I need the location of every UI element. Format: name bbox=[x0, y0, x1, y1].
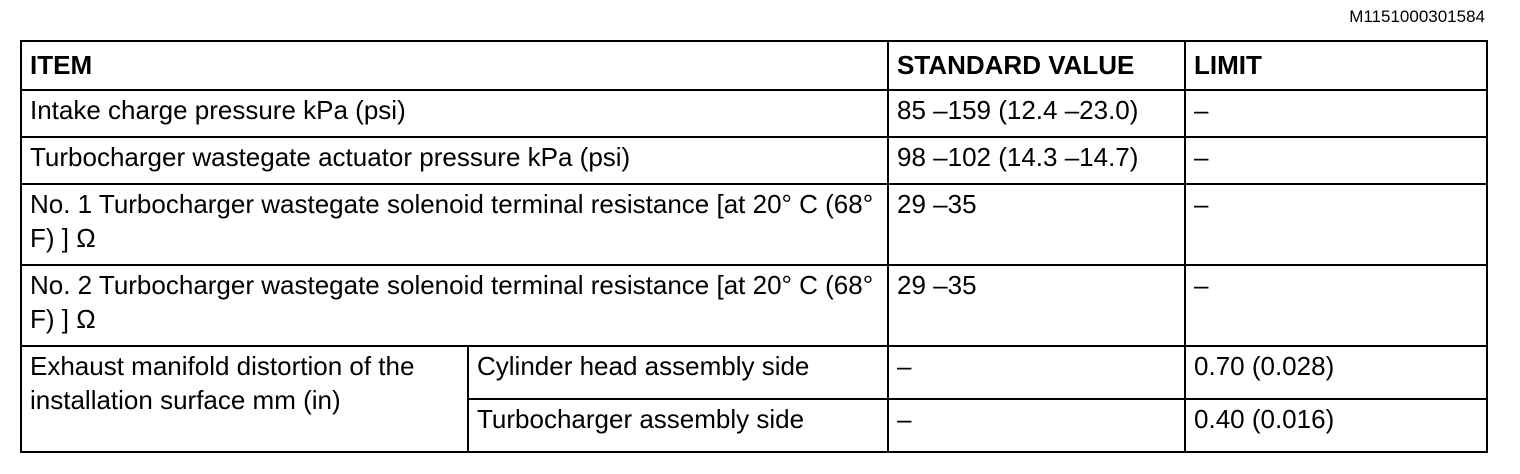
sub-item-cell: Cylinder head assembly side bbox=[468, 346, 888, 399]
item-cell: Turbocharger wastegate actuator pressure kPa (psi) bbox=[21, 137, 888, 184]
document-id: M1151000301584 bbox=[1349, 7, 1485, 26]
standard-value-cell: 29 –35 bbox=[888, 184, 1185, 265]
limit-cell: – bbox=[1185, 90, 1487, 137]
header-item: ITEM bbox=[21, 41, 888, 90]
exhaust-item-cell: Exhaust manifold distortion of the installation surface mm (in) bbox=[21, 346, 468, 452]
standard-value-cell: 85 –159 (12.4 –23.0) bbox=[888, 90, 1185, 137]
limit-cell: – bbox=[1185, 184, 1487, 265]
limit-cell: – bbox=[1185, 137, 1487, 184]
table-row bbox=[21, 184, 1487, 265]
standard-value-cell: 98 –102 (14.3 –14.7) bbox=[888, 137, 1185, 184]
table-row bbox=[21, 137, 1487, 184]
table-row bbox=[21, 346, 1487, 399]
item-cell: No. 1 Turbocharger wastegate solenoid terminal resistance [at 20° C (68° F) ] Ω bbox=[21, 184, 888, 265]
standard-value-cell: 29 –35 bbox=[888, 265, 1185, 346]
standard-value-cell: – bbox=[888, 399, 1185, 452]
table-row bbox=[21, 90, 1487, 137]
limit-cell: – bbox=[1185, 265, 1487, 346]
item-cell: Intake charge pressure kPa (psi) bbox=[21, 90, 888, 137]
item-cell: No. 2 Turbocharger wastegate solenoid terminal resistance [at 20° C (68° F) ] Ω bbox=[21, 265, 888, 346]
table-row bbox=[21, 265, 1487, 346]
limit-cell: 0.40 (0.016) bbox=[1185, 399, 1487, 452]
table-header-row bbox=[21, 41, 1487, 90]
specification-table bbox=[20, 40, 1488, 453]
header-standard-value: STANDARD VALUE bbox=[888, 41, 1185, 90]
limit-cell: 0.70 (0.028) bbox=[1185, 346, 1487, 399]
standard-value-cell: – bbox=[888, 346, 1185, 399]
header-limit: LIMIT bbox=[1185, 41, 1487, 90]
sub-item-cell: Turbocharger assembly side bbox=[468, 399, 888, 452]
